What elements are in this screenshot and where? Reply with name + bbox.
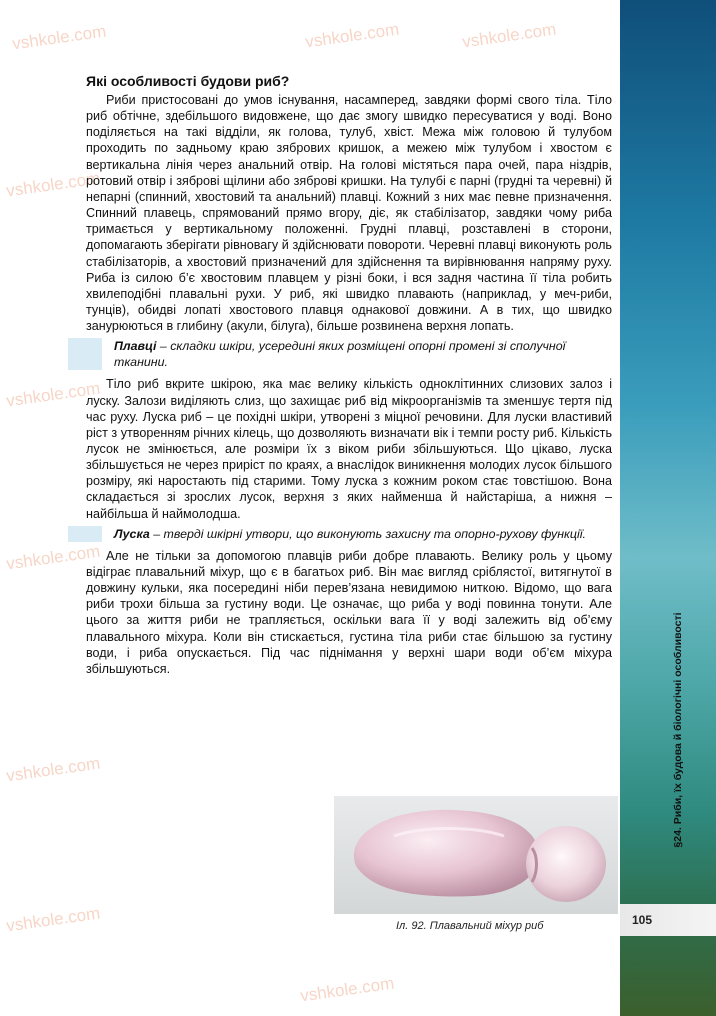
watermark: vshkole.com [5, 903, 102, 936]
swim-bladder-illustration [334, 796, 618, 914]
paragraph-skin-scales: Тіло риб вкрите шкірою, яка має велику кількість одноклітинних слизових залоз і луску. Залози виділяють слиз, що захищає риб від мікроорганізмів та зменшує тертя під час руху. Луска риб – це похідні шкіри, утворені з міцної речовини. Для луски властивий ріст з утворенням річних кілець, що дозволяють визначати вік і темпи росту риб. Кількість лусок не змінюється, але розміри їх з віком риби збільшуються. Що цікаво, луска збільшується не через приріст по краях, а внаслідок виникнення молодих лусок більшого розміру, які наростають під старими. Тому луска з кожним роком стає товстішою. Вона складається зі зрослих лусок, верхня з яких найменша й найстаріша, а нижня – найбільша й наймолодша. [86, 377, 612, 521]
definition-term: Плавці [114, 339, 157, 354]
definition-term: Луска [114, 526, 150, 541]
watermark: vshkole.com [5, 378, 102, 411]
paragraph-swim-bladder: Але не тільки за допомогою плавців риби добре плавають. Велику роль у цьому відіграє плавальний міхур, що є в багатьох риб. Він має вигляд сріблястої, витягнутої в довжину кульки, яка посередині ніби перев’язана невидимою ниткою. Відомо, що вага риби трохи більша за густину води. Це означає, що риба у воді повинна тонути. Але цього за життя риби не трапляється, оскільки вага її у воді залежить від об’єму плавального міхура. Коли він стискається, густина тіла риби стає більшою за густину води, і риба опускається. Під час піднімання у верхні шари води об’єм міхура збільшуються. [86, 548, 612, 676]
definition-scales [86, 526, 612, 542]
definition-text: – тверді шкірні утвори, що виконують захисну та опорно-рухову функції. [149, 526, 586, 541]
watermark: vshkole.com [5, 541, 102, 574]
watermark: vshkole.com [5, 168, 102, 201]
definition-text: – складки шкіри, усередині яких розміщені опорні промені зі сполучної тканини. [114, 339, 566, 370]
running-head [668, 580, 688, 880]
watermark: vshkole.com [304, 19, 401, 52]
paragraph-fish-body-structure: Риби пристосовані до умов існування, насамперед, завдяки формі свого тіла. Тіло риб обтічне, здебільшого видовжене, що дає змогу швидко пересуватися у воді. Воно поділяється на такі відділи, як голова, тулуб, хвіст. Межа між головою й тулубом проходить по задньому краю зябрових кришок, а межею між тулубом і хвостом є вертикальна лінія через анальний отвір. На голові містяться пара очей, пара ніздрів, ротовий отвір і зяброві щілини або зяброві кришки. На тулубі є парні (грудні та черевні) й непарні (спинний, хвостовий та анальний) плавці. Кожний з них має певне призначення. Спинний плавець, спрямований прямо вгору, діє, як стабілізатор, завдяки чому риба тримається у вертикальному положенні. Грудні плавці, розставлені в сторони, допомагають зберігати рівновагу й здійснювати повороти. Черевні плавці виконують роль стабілізаторів, а хвостовий призначений для здійснення та вирівнювання напряму руху. Риба із силою б’є хвостовим плавцем у різні боки, і вся задня частина її тіла робить хвилеподібні плавальні рухи. У риб, які швидко плавають (наприклад, у меч-риби, тунців), обидві лопаті хвостового плавця однакової довжини. А в тих, що швидко занурюються в глибину (акули, білуга), більше розвинена верхня лопать. [86, 93, 612, 334]
main-text [86, 72, 612, 677]
definition-fins [86, 338, 612, 370]
running-head-text: §24. Риби, їх будова й біологічні особливості [672, 612, 684, 848]
section-title: Які особливості будови риб? [86, 73, 290, 89]
swim-bladder-figure [334, 796, 618, 914]
figure-caption: Іл. 92. Плавальний міхур риб [396, 920, 544, 932]
watermark: vshkole.com [461, 19, 558, 52]
watermark: vshkole.com [299, 973, 396, 1006]
watermark: vshkole.com [5, 753, 102, 786]
page-number: 105 [632, 913, 653, 927]
watermark: vshkole.com [11, 21, 108, 54]
